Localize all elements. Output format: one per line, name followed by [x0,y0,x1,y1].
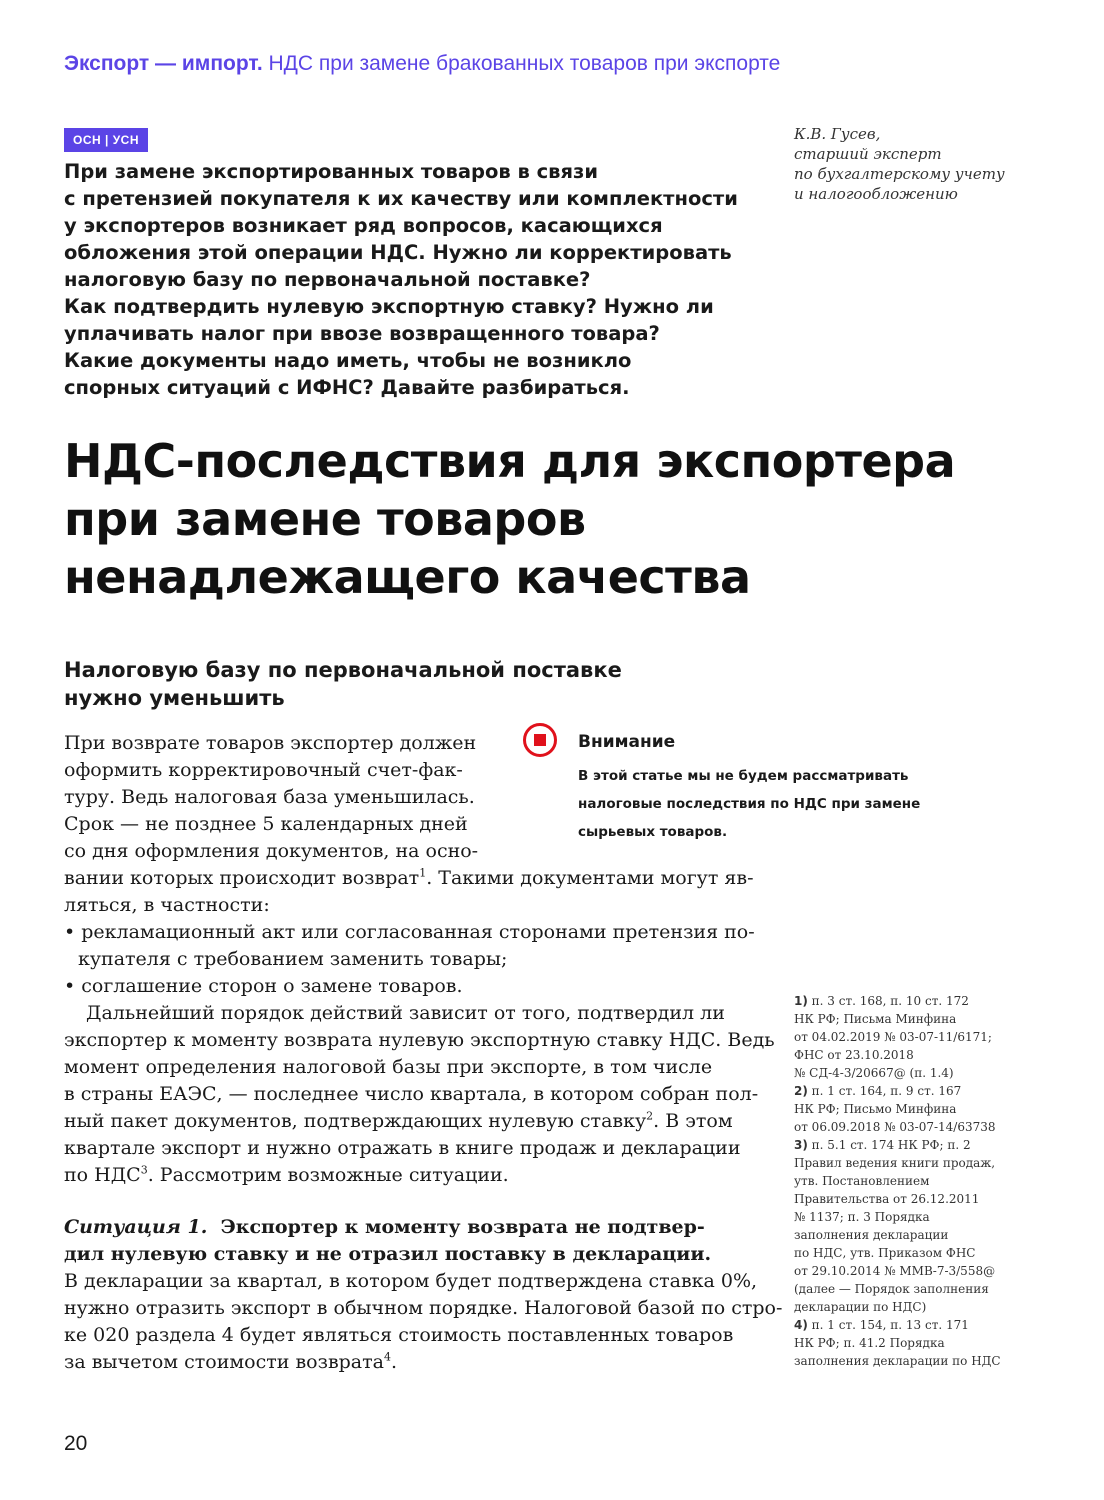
list-item-continuation: купателя с требованием заменить товары; [78,948,508,970]
footnote-ref[interactable]: 4 [383,1350,391,1364]
title-line: ненадлежащего качества [64,550,751,604]
article-title [64,432,1064,606]
footnote-ref[interactable]: 2 [646,1109,654,1123]
title-line: при замене товаров [64,492,586,546]
attention-line: В этой статье мы не будем рассматривать [578,768,909,784]
body-line: со дня оформления документов, на осно- [64,840,479,862]
body-line: Срок — не позднее 5 календарных дней [64,813,468,835]
lead-line: налоговую базу по первоначальной поставке? [64,268,591,291]
body-line: в страны ЕАЭС, — последнее число квартала, в котором собран пол- [64,1083,759,1105]
list-item: • рекламационный акт или согласованная сторонами претензия по- [64,921,755,943]
situation-label: Ситуация 1. [64,1216,208,1238]
attention-icon [522,722,558,758]
body-line: оформить корректировочный счет-фак- [64,759,463,781]
tax-regime-badge: ОСН | УСН [64,128,148,152]
attention-line: сырьевых товаров. [578,824,728,840]
lead-line: с претензией покупателя к их качеству или комплектности [64,187,738,210]
footnote: 1) п. 3 ст. 168, п. 10 ст. 172 НК РФ; Письма Минфина от 04.02.2019 № 03-07-11/6171; ФНС от 23.10.2018 № СД-4-3/20667@ (п. 1.4) [794,994,992,1080]
body-line: ке 020 раздела 4 будет являться стоимость поставленных товаров [64,1324,734,1346]
body-line: При возврате товаров экспортер должен [64,732,477,754]
body-line: Дальнейший порядок действий зависит от того, подтвердил ли [86,1002,725,1024]
body-line: по НДС$^3$. Рассмотрим возможные ситуации. [64,1163,509,1186]
footnote-ref[interactable]: 1 [419,866,427,880]
body-line: за вычетом стоимости возврата$^4$. [64,1350,398,1373]
author-position-line: и налогообложению [794,185,958,203]
author-position-line: старший эксперт [794,145,942,163]
title-line: НДС-последствия для экспортера [64,434,956,488]
page-number: 20 [64,1432,88,1455]
lead-line: При замене экспортированных товаров в связи [64,160,599,183]
footnotes [794,992,1054,1370]
section-heading [64,656,764,712]
body-line: момент определения налоговой базы при экспорте, в том числе [64,1056,713,1078]
paragraph-wide [64,865,775,1189]
body-line: ный пакет документов, подтверждающих нулевую ставку$^2$. В этом [64,1109,733,1132]
body-line: В декларации за квартал, в котором будет подтверждена ставка 0%, [64,1270,758,1292]
section-heading-line: нужно уменьшить [64,686,285,710]
lead-line: Как подтвердить нулевую экспортную ставку? Нужно ли [64,295,714,318]
header-topic: НДС при замене бракованных товаров при экспорте [268,52,781,75]
footnote: 4) п. 1 ст. 154, п. 13 ст. 171 НК РФ; п. 41.2 Порядка заполнения декларации по НДС [794,1318,1001,1368]
attention-title: Внимание [578,732,676,752]
body-line: нужно отразить экспорт в обычном порядке. Налоговой базой по стро- [64,1297,783,1319]
author-position-line: по бухгалтерскому учету [794,165,1005,183]
body-line: квартале экспорт и нужно отражать в книге продаж и декларации [64,1137,741,1159]
lead-line: у экспортеров возникает ряд вопросов, касающихся [64,214,663,237]
running-header [64,52,780,76]
lead-line: спорных ситуаций с ИФНС? Давайте разбираться. [64,376,630,399]
author-name: К.В. Гусев, [794,125,881,143]
body-line: туру. Ведь налоговая база уменьшилась. [64,786,475,808]
body-line: экспортер к моменту возврата нулевую экспортную ставку НДС. Ведь [64,1029,775,1051]
author-block [794,124,1044,204]
footnote: 3) п. 5.1 ст. 174 НК РФ; п. 2 Правил ведения книги продаж, утв. Постановлением Правительства от 26.12.2011 № 1137; п. 3 Порядка заполнения декларации по НДС, утв. Приказом ФНС от 29.10.2014 № ММВ-7-3/558@ (далее — Порядок заполнения декларации по НДС) [794,1138,996,1314]
lead-paragraph [64,158,764,401]
situation-block [64,1214,783,1376]
lead-line: уплачивать налог при ввозе возвращенного товара? [64,322,660,345]
attention-line: налоговые последствия по НДС при замене [578,796,921,812]
footnote: 2) п. 1 ст. 164, п. 9 ст. 167 НК РФ; Письмо Минфина от 06.09.2018 № 03-07-14/63738 [794,1084,996,1134]
situation-heading: Ситуация 1. Экспортер к моменту возврата не подтвер- дил нулевую ставку и не отразил поставку в декларации. [64,1216,712,1265]
attention-text [578,762,988,846]
header-rubric: Экспорт — импорт. [64,52,263,75]
section-heading-line: Налоговую базу по первоначальной поставке [64,658,622,682]
footnote-ref[interactable]: 3 [140,1163,148,1177]
body-line: ляться, в частности: [64,894,270,916]
body-line: вании которых происходит возврат$^1$. Такими документами могут яв- [64,866,754,889]
lead-line: обложения этой операции НДС. Нужно ли корректировать [64,241,732,264]
paragraph-narrow [64,730,494,865]
lead-line: Какие документы надо иметь, чтобы не возникло [64,349,632,372]
list-item: • соглашение сторон о замене товаров. [64,975,463,997]
